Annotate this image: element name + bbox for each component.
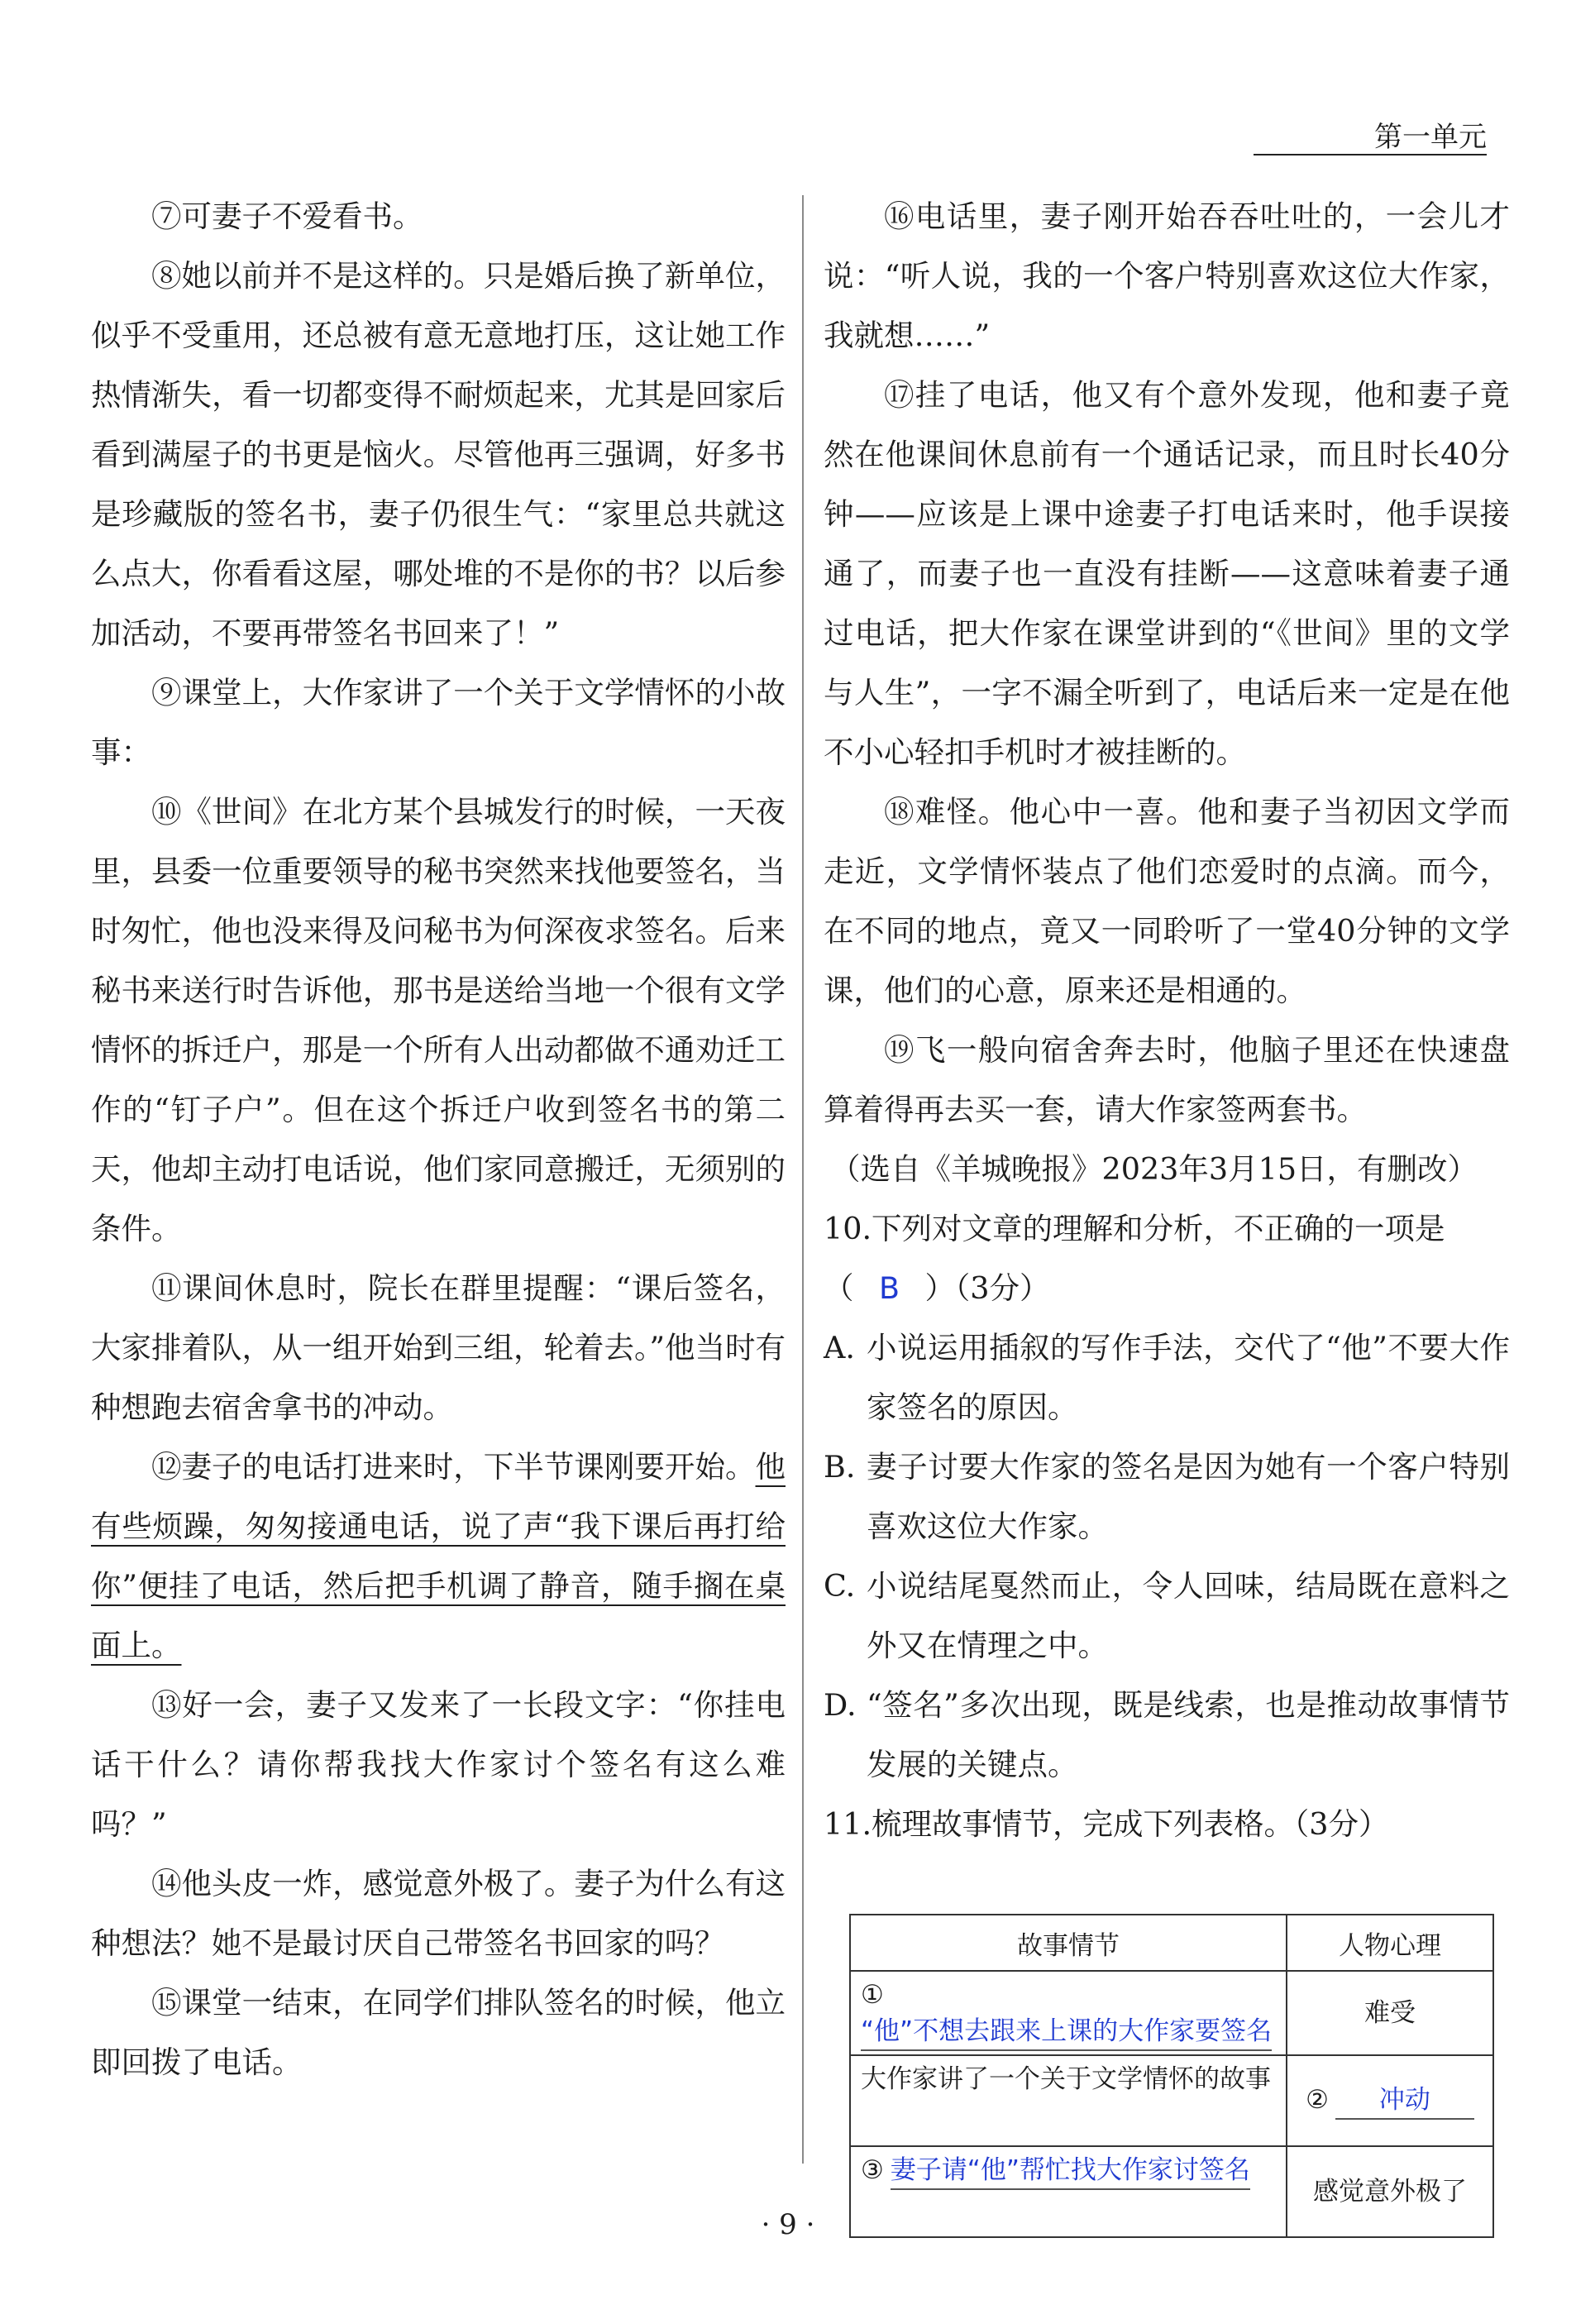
circled-number: ③	[861, 2155, 884, 2185]
question-10-answer: B	[878, 1270, 900, 1306]
table-row	[850, 1971, 1493, 2055]
answer-blank-2[interactable]: 冲动	[1335, 2082, 1474, 2120]
table-row	[850, 2055, 1493, 2146]
question-10-stem: 10.下列对文章的理解和分析，不正确的一项是	[824, 1211, 1445, 1246]
paragraph-8: ⑧她以前并不是这样的。只是婚后换了新单位，似乎不受重用，还总被有意无意地打压，这让她工作热情渐失，看一切都变得不耐烦起来，尤其是回家后看到满屋子的书更是恼火。尽管他再三强调，好多书是珍藏版的签名书，妻子仍很生气：“家里总共就这么点大，你看看这屋，哪处堆的不是你的书？以后参加活动，不要再带签名书回来了！”	[91, 258, 786, 651]
paragraph-12-underlined: 他有些烦躁，匆匆接通电话，说了声“我下课后再打给你”便挂了电话，然后把手机调了静音，随手搁在桌面上。	[91, 1449, 786, 1663]
mood-cell: 感觉意外极了	[1287, 2146, 1493, 2237]
column-header-mood: 人物心理	[1287, 1915, 1493, 1971]
event-cell: 大作家讲了一个关于文学情怀的故事	[850, 2055, 1287, 2146]
paragraph-12-plain: ⑫妻子的电话打进来时，下半节课刚要开始。	[151, 1449, 756, 1485]
paragraph-16: ⑯电话里，妻子刚开始吞吞吐吐的，一会儿才说：“听人说，我的一个客户特别喜欢这位大作家，我就想……”	[824, 198, 1510, 353]
table-header-row	[850, 1915, 1493, 1971]
question-10-answer-line	[824, 1259, 1510, 1318]
paragraph-18: ⑱难怪。他心中一喜。他和妻子当初因文学而走近，文学情怀装点了他们恋爱时的点滴。而今，在不同的地点，竟又一同聆听了一堂40分钟的文学课，他们的心意，原来还是相通的。	[824, 794, 1510, 1008]
paragraph-19: ⑲飞一般向宿舍奔去时，他脑子里还在快速盘算着得再去买一套，请大作家签两套书。	[824, 1032, 1510, 1127]
page-number: · 9 ·	[761, 2208, 815, 2241]
answer-paren: （ B ）（3分）	[824, 1259, 1049, 1318]
circled-number: ①	[861, 1980, 884, 2010]
option-c: C. 小说结尾戛然而止，令人回味，结局既在意料之外又在情理之中。	[824, 1568, 1510, 1663]
column-divider	[802, 195, 804, 2164]
mood-cell	[1287, 2055, 1493, 2146]
unit-header: 第一单元	[1374, 121, 1487, 154]
option-d: D. “签名”多次出现，既是线索，也是推动故事情节发展的关键点。	[824, 1687, 1510, 1782]
paragraph-14: ⑭他头皮一炸，感觉意外极了。妻子为什么有这种想法？她不是最讨厌自己带签名书回家的吗？	[91, 1866, 786, 1961]
question-11-stem: 11.梳理故事情节，完成下列表格。（3分）	[824, 1806, 1389, 1842]
event-cell	[850, 1971, 1287, 2055]
column-header-event: 故事情节	[850, 1915, 1287, 1971]
paragraph-15: ⑮课堂一结束，在同学们排队签名的时候，他立即回拨了电话。	[91, 1985, 786, 2080]
right-column	[824, 187, 1510, 1854]
source-citation: （选自《羊城晚报》2023年3月15日，有删改）	[830, 1151, 1478, 1187]
paragraph-12	[91, 1437, 786, 1676]
paragraph-17: ⑰挂了电话，他又有个意外发现，他和妻子竟然在他课间休息前有一个通话记录，而且时长40分钟——应该是上课中途妻子打电话来时，他手误接通了，而妻子也一直没有挂断——这意味着妻子通过电话，把大作家在课堂讲到的“《世间》里的文学与人生”，一字不漏全听到了，电话后来一定是在他不小心轻扣手机时才被挂断的。	[824, 377, 1510, 770]
left-column	[91, 187, 786, 2092]
circled-number: ②	[1306, 2085, 1329, 2115]
answer-blank-3[interactable]: 妻子请“他”帮忙找大作家讨签名	[891, 2152, 1250, 2190]
plot-table	[849, 1914, 1494, 2238]
paragraph-11: ⑪课间休息时，院长在群里提醒：“课后签名，大家排着队，从一组开始到三组，轮着去。”他当时有种想跑去宿舍拿书的冲动。	[91, 1270, 786, 1425]
option-b: B. 妻子讨要大作家的签名是因为她有一个客户特别喜欢这位大作家。	[824, 1449, 1510, 1544]
paragraph-13: ⑬好一会，妻子又发来了一长段文字：“你挂电话干什么？请你帮我找大作家讨个签名有这么难吗？”	[91, 1687, 786, 1842]
paragraph-9: ⑨课堂上，大作家讲了一个关于文学情怀的小故事：	[91, 675, 786, 770]
answer-blank-1[interactable]: “他”不想去跟来上课的大作家要签名	[861, 2013, 1272, 2051]
paragraph-7: ⑦可妻子不爱看书。	[151, 198, 423, 234]
paragraph-10: ⑩《世间》在北方某个县城发行的时候，一天夜里，县委一位重要领导的秘书突然来找他要签名，当时匆忙，他也没来得及问秘书为何深夜求签名。后来秘书来送行时告诉他，那书是送给当地一个很有文学情怀的拆迁户，那是一个所有人出动都做不通劝迁工作的“钉子户”。但在这个拆迁户收到签名书的第二天，他却主动打电话说，他们家同意搬迁，无须别的条件。	[91, 794, 786, 1246]
option-a: A. 小说运用插叙的写作手法，交代了“他”不要大作家签名的原因。	[824, 1330, 1510, 1425]
header-rule	[1254, 154, 1487, 155]
mood-cell: 难受	[1287, 1971, 1493, 2055]
